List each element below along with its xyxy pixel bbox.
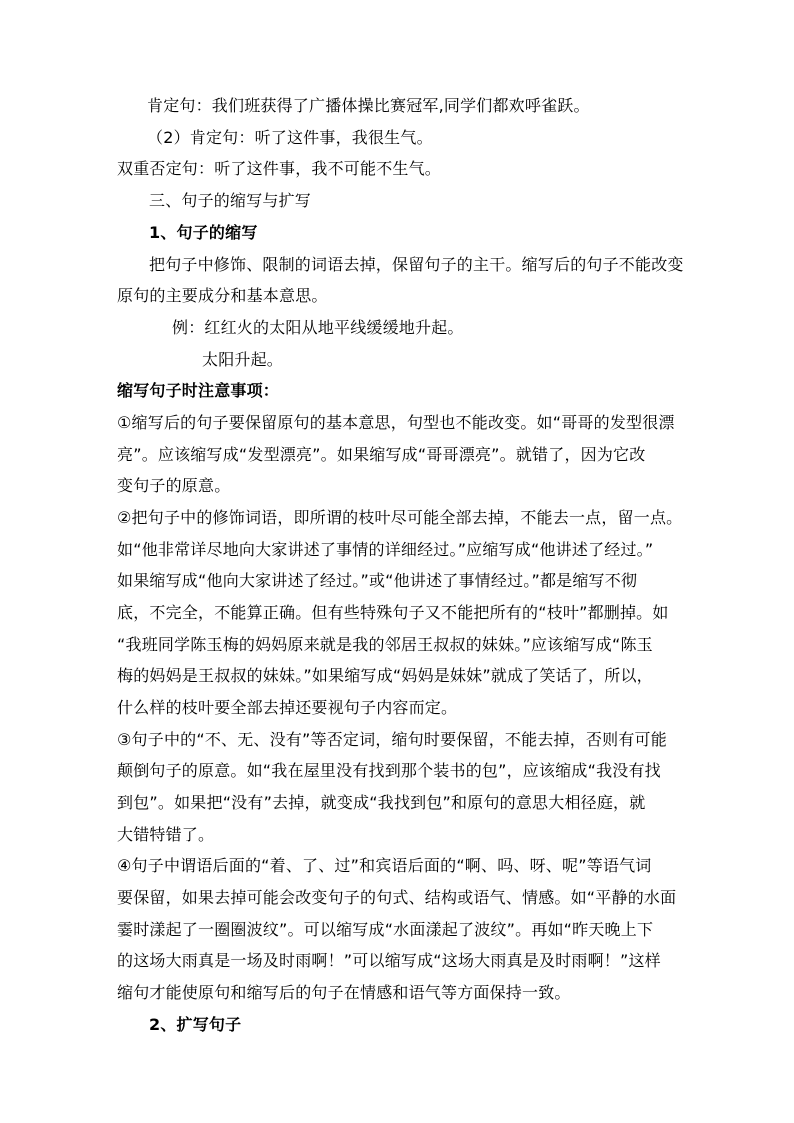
text-line: 如果缩写成“他向大家讲述了经过。”或“他讲述了事情经过。”都是缩写不彻 [117,571,638,590]
section-heading: 三、句子的缩写与扩写 [149,191,312,210]
text-line: “我班同学陈玉梅的妈妈原来就是我的邻居王叔叔的妹妹。”应该缩写成“陈玉 [117,635,653,654]
text-line: 底，不完全，不能算正确。但有些特殊句子又不能把所有的“枝叶”都删掉。如 [117,603,669,622]
text-line: 原句的主要成分和基本意思。 [117,286,328,305]
text-line: ④句子中谓语后面的“着、了、过”和宾语后面的“啊、吗、呀、呢”等语气词 [117,856,652,875]
text-line: 霎时漾起了一圈圈波纹”。可以缩写成“水面漾起了波纹”。再如“昨天晚上下 [117,920,654,939]
text-line: 缩句才能使原句和缩写后的句子在情感和语气等方面保持一致。 [117,983,571,1002]
text-line: 到包”。如果把“没有”去掉，就变成“我找到包”和原句的意思大相径庭，就 [117,793,646,812]
example-line: 例：红红火的太阳从地平线缓缓地升起。 [172,318,464,337]
text-line: 亮”。应该缩写成“发型漂亮”。如果缩写成“哥哥漂亮”。就错了，因为它改 [117,445,646,464]
text-line: 如“他非常详尽地向大家讲述了事情的详细经过。”应缩写成“他讲述了经过。” [117,540,654,559]
example-result: 太阳升起。 [202,350,284,369]
text-line: 要保留，如果去掉可能会改变句子的句式、结构或语气、情感。如“平静的水面 [117,888,677,907]
notes-heading: 缩写句子时注意事项： [117,381,280,400]
text-line: 把句子中修饰、限制的词语去掉，保留句子的主干。缩写后的句子不能改变 [149,255,684,274]
text-line: 大错特错了。 [117,825,215,844]
text-line: 颠倒句子的原意。如“我在屋里没有找到那个装书的包”，应该缩成“我没有找 [117,761,661,780]
text-line: 肯定句：我们班获得了广播体操比赛冠军,同学们都欢呼雀跃。 [147,96,590,115]
text-line: 什么样的枝叶要全部去掉还要视句子内容而定。 [117,698,458,717]
text-line: ①缩写后的句子要保留原句的基本意思，句型也不能改变。如“哥哥的发型很漂 [117,413,675,432]
text-line: 梅的妈妈是王叔叔的妹妹。”如果缩写成“妈妈是妹妹”就成了笑话了，所以， [117,666,653,685]
subsection-heading: 1、句子的缩写 [149,223,258,242]
text-line: 双重否定句：听了这件事，我不可能不生气。 [117,159,442,178]
text-line: ②把句子中的修饰词语，即所谓的枝叶尽可能全部去掉，不能去一点，留一点。 [117,508,683,527]
text-line: ③句子中的“不、无、没有”等否定词，缩句时要保留，不能去掉，否则有可能 [117,730,667,749]
subsection-heading: 2、扩写句子 [149,1015,242,1034]
text-line: 变句子的原意。 [117,476,231,495]
text-line: 的这场大雨真是一场及时雨啊！”可以缩写成“这场大雨真是及时雨啊！”这样 [117,951,661,970]
text-line: （2）肯定句：听了这件事，我很生气。 [147,128,433,147]
